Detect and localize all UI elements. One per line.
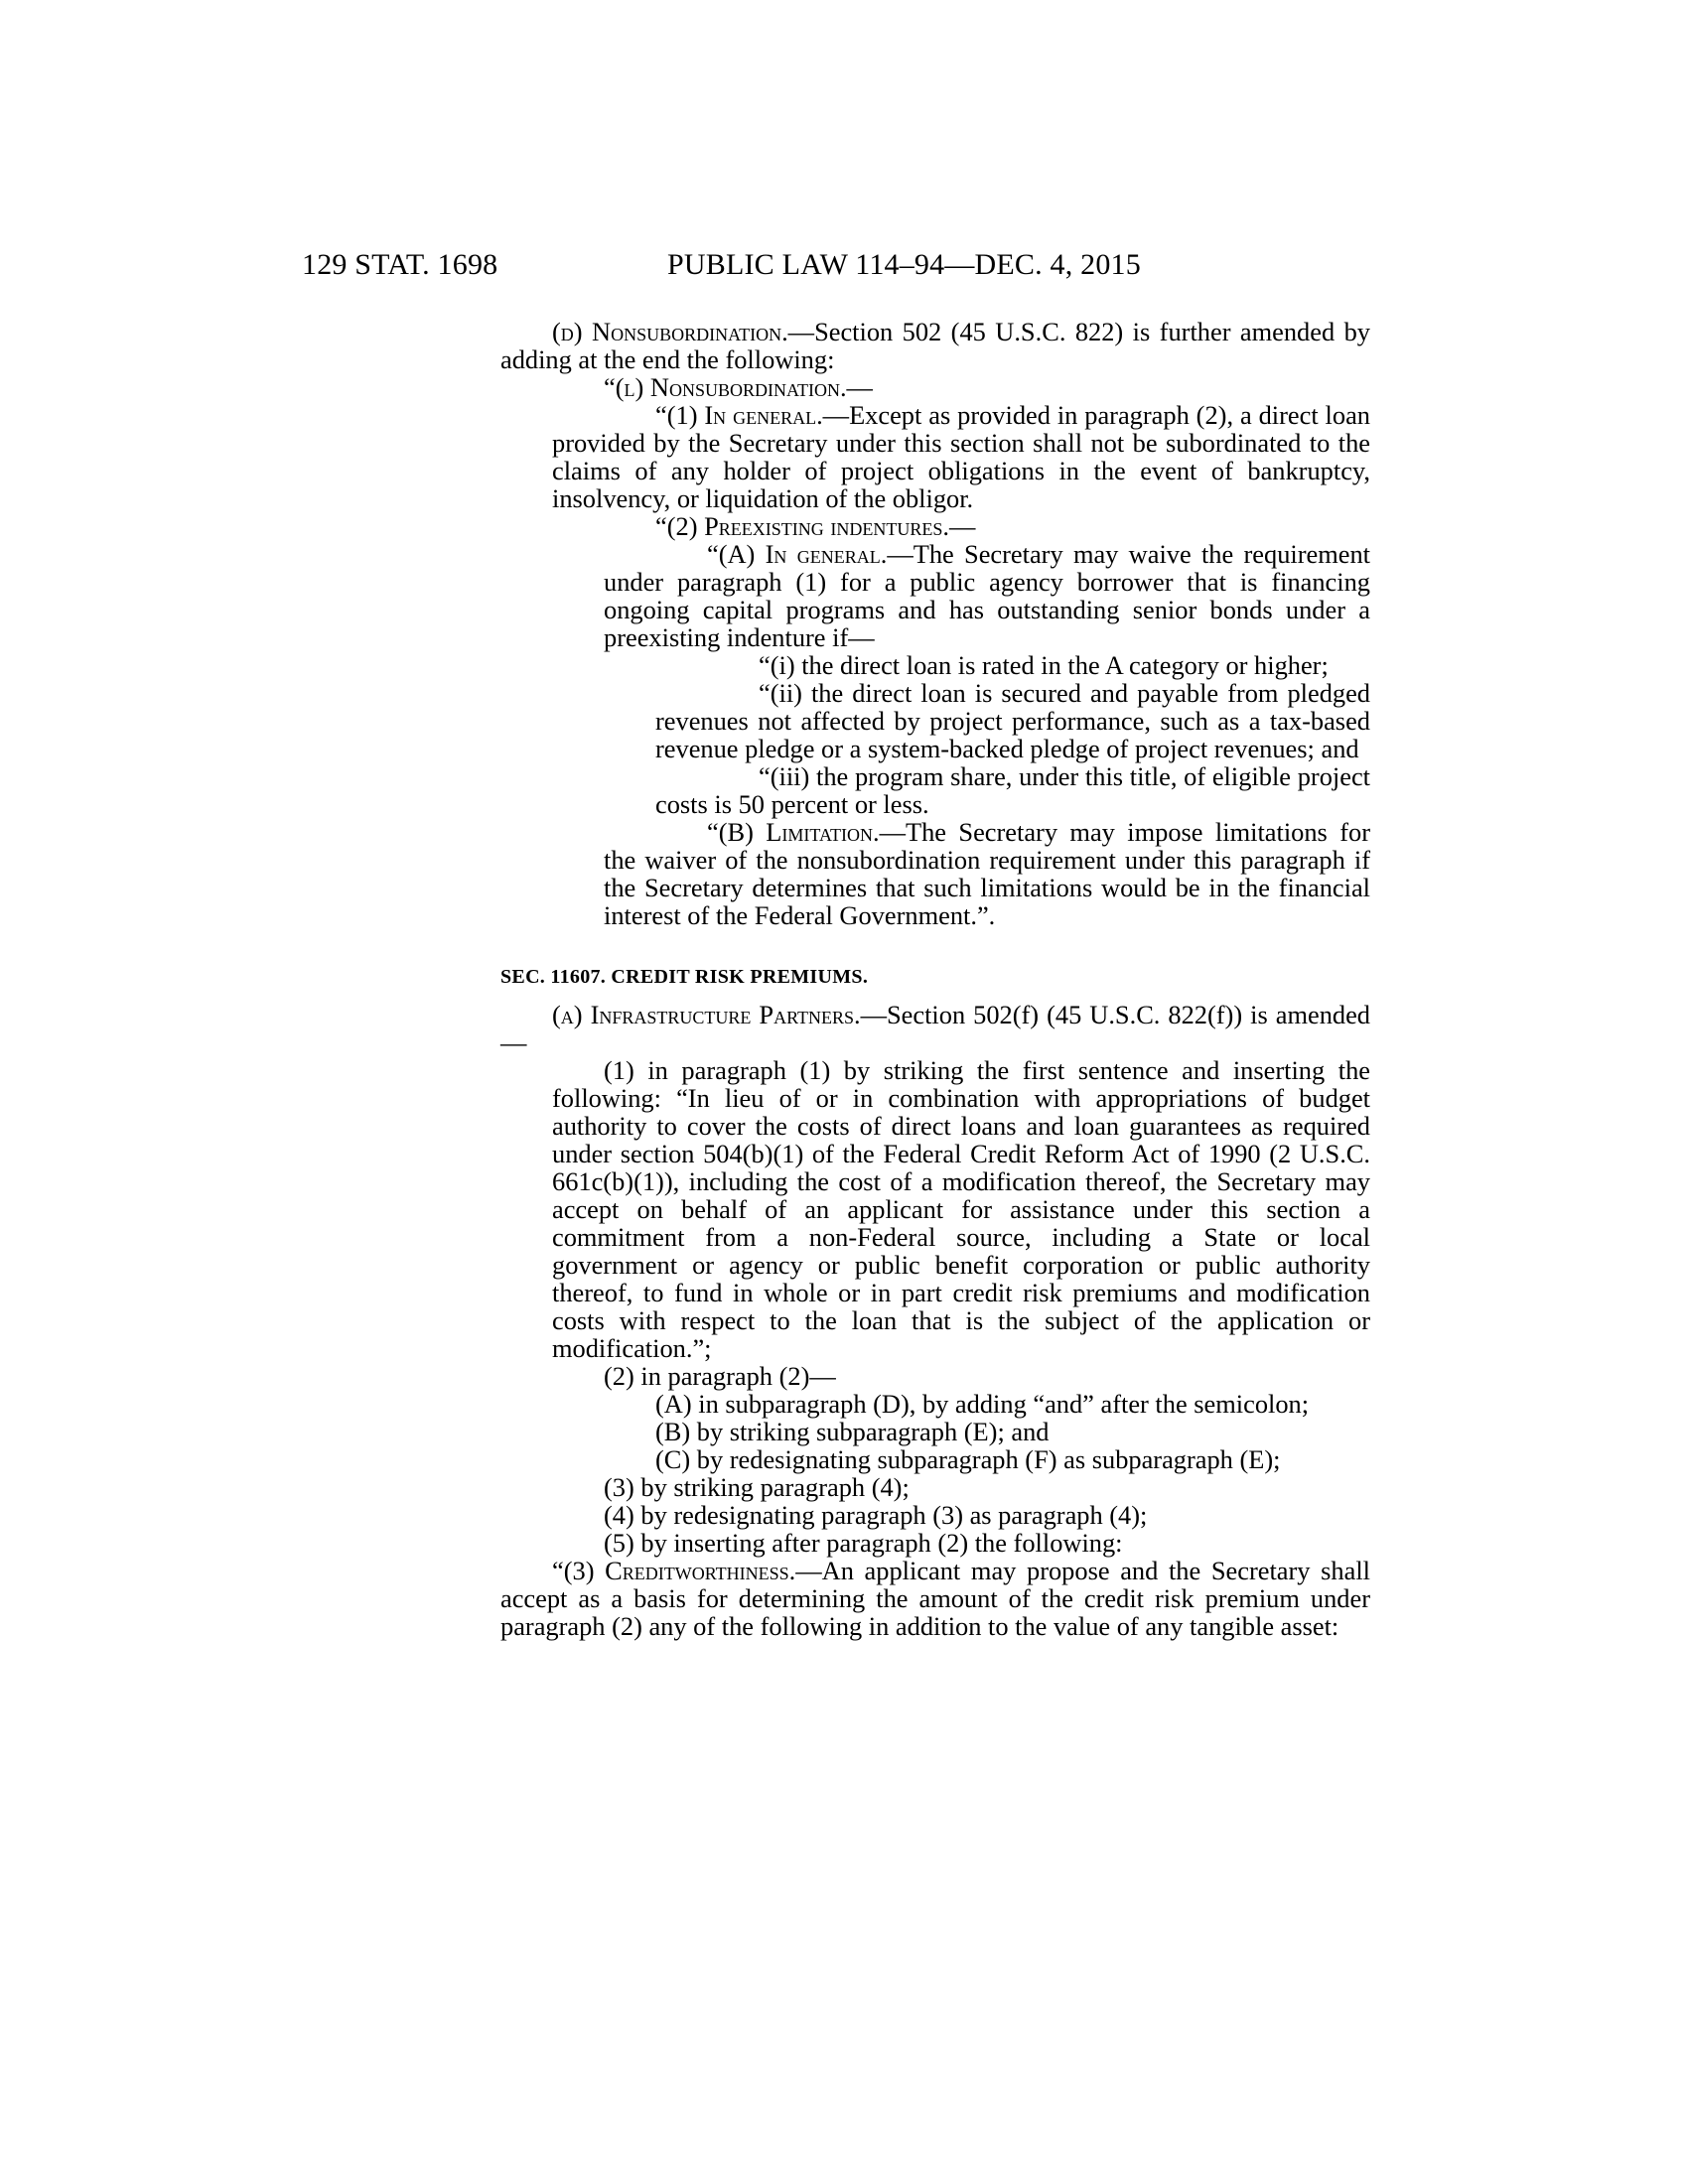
subparagraph-l2A: “(A) In general.—The Secretary may waive the requirement under paragraph (1) for a public agency borrower that is financing ongoing capital programs and has outstanding senior bonds under a preexisting indenture if— [604, 539, 1370, 652]
subparagraph-a2C: (C) by redesignating subparagraph (F) as subparagraph (E); [655, 1444, 1281, 1474]
document-body [500, 318, 1370, 1640]
subsection-a: (a) Infrastructure Partners.—Section 502(f) (45 U.S.C. 822(f)) is amended— [500, 1000, 1370, 1057]
subparagraph-l2B: “(B) Limitation.—The Secretary may impose limitations for the waiver of the nonsubordination requirement under this paragraph if the Secretary determines that such limitations would be in the financial interest of the Federal Government.”. [604, 817, 1370, 930]
paragraph-a3: (3) by striking paragraph (4); [604, 1472, 910, 1502]
paragraph-l2-heading: “(2) Preexisting indentures.— [655, 511, 976, 541]
paragraph-creditworthiness: “(3) Creditworthiness.—An applicant may propose and the Secretary shall accept as a basis for determining the amount of the credit risk premium under paragraph (2) any of the following in addition to the value of any tangible asset: [500, 1556, 1370, 1641]
stat-citation: 129 STAT. 1698 [302, 248, 498, 281]
clause-l2Aiii: “(iii) the program share, under this title, of eligible project costs is 50 percent or less. [655, 761, 1370, 819]
clause-l2Ai: “(i) the direct loan is rated in the A category or higher; [759, 650, 1329, 680]
section-heading: SEC. 11607. CREDIT RISK PREMIUMS. [500, 966, 869, 988]
paragraph-a1: (1) in paragraph (1) by striking the first sentence and inserting the following: “In lieu of or in combination with appropriations of budget authority to cover the costs of direct loans and loan guarantees as required under section 504(b)(1) of the Federal Credit Reform Act of 1990 (2 U.S.C. 661c(b)(1)), including the cost of a modification thereof, the Secretary may accept on behalf of an applicant for assistance under this section a commitment from a non-Federal source, including a State or local government or agency or public benefit corporation or public authority thereof, to fund in whole or in part credit risk premiums and modification costs with respect to the loan that is the subject of the application or modification.”; [552, 1055, 1370, 1363]
subparagraph-a2A: (A) in subparagraph (D), by adding “and” after the semicolon; [655, 1389, 1310, 1419]
paragraph-a4: (4) by redesignating paragraph (3) as paragraph (4); [604, 1500, 1148, 1530]
subsection-d: (d) Nonsubordination.—Section 502 (45 U.S.C. 822) is further amended by adding at the end the following: [500, 317, 1370, 374]
subparagraph-a2B: (B) by striking subparagraph (E); and [655, 1417, 1050, 1446]
paragraph-l1: “(1) In general.—Except as provided in paragraph (2), a direct loan provided by the Secretary under this section shall not be subordinated to the claims of any holder of project obligations in the event of bankruptcy, insolvency, or liquidation of the obligor. [552, 400, 1370, 513]
clause-l2Aii: “(ii) the direct loan is secured and payable from pledged revenues not affected by project performance, such as a tax-based revenue pledge or a system-backed pledge of project revenues; and [655, 678, 1370, 763]
paragraph-a2: (2) in paragraph (2)— [604, 1361, 836, 1391]
running-header: PUBLIC LAW 114–94—DEC. 4, 2015 [667, 248, 1141, 281]
paragraph-a5: (5) by inserting after paragraph (2) the following: [604, 1528, 1123, 1558]
subsection-l-heading: “(l) Nonsubordination.— [604, 372, 873, 402]
